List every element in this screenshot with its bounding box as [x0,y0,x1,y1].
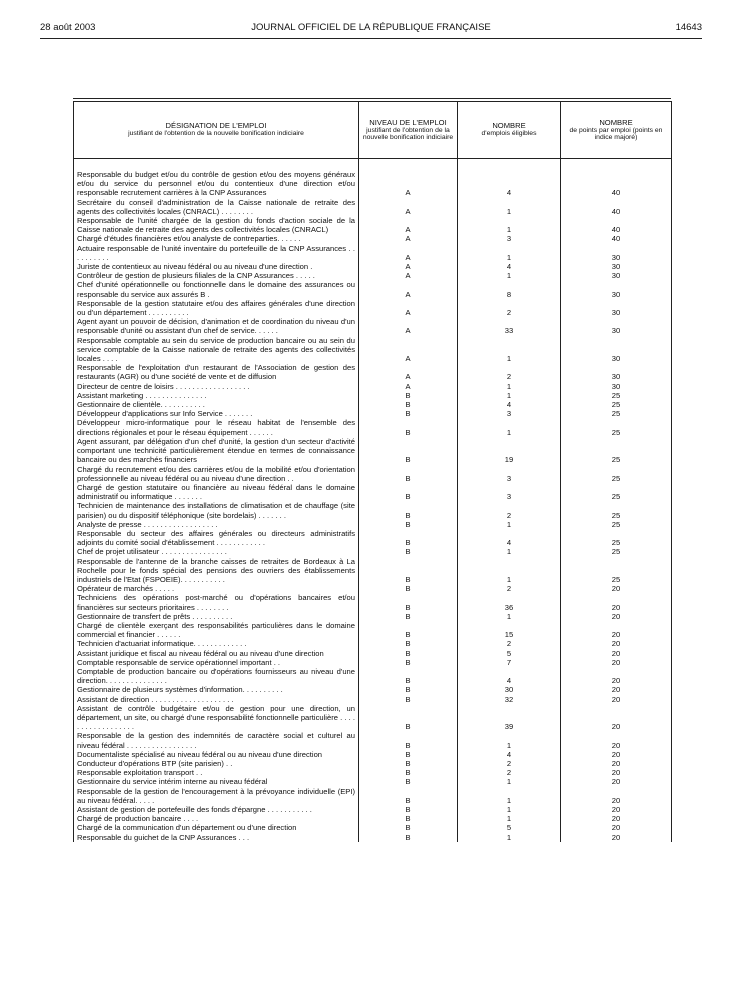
designation-cell: Responsable de l'unité chargée de la gestion du fonds d'action sociale de la Caisse nationale de retraite des agents des collectivités locales (CNRACL) [74,216,359,234]
table-row [74,483,672,501]
designation-cell: Gestionnaire de transfert de prêts . . . . . . . . . . [74,612,359,621]
col-designation-header [74,102,359,159]
level-cell: A [359,271,458,280]
col-niveau-header [359,102,458,159]
level-cell: B [359,501,458,519]
table-body [74,159,672,842]
table-row [74,658,672,667]
col-points-title: NOMBRE [599,117,633,127]
designation-cell: Technicien d'actuariat informatique. . . . . . . . . . . . . [74,639,359,648]
points-cell: 25 [561,557,672,585]
points-cell: 20 [561,833,672,842]
table-row [74,685,672,694]
designation-cell: Agent assurant, par délégation d'un chef d'unité, la gestion d'un secteur d'activité comportant une technicité particulièrement étendue en termes de connaissance bancaire ou des marchés financiers [74,437,359,465]
level-cell: B [359,685,458,694]
points-cell: 25 [561,465,672,483]
table-row [74,639,672,648]
table-row [74,382,672,391]
count-cell: 39 [458,704,561,732]
table-row [74,787,672,805]
designation-cell: Chargé de gestion statutaire ou financière au niveau fédéral dans le domaine administratif ou informatique . . . . . . . [74,483,359,501]
page-header [40,22,702,36]
count-cell: 36 [458,593,561,611]
level-cell: A [359,363,458,381]
level-cell: B [359,777,458,786]
count-cell: 2 [458,501,561,519]
designation-cell: Gestionnaire de plusieurs systèmes d'information. . . . . . . . . . [74,685,359,694]
level-cell: B [359,465,458,483]
level-cell: A [359,280,458,298]
points-cell: 30 [561,271,672,280]
count-cell: 4 [458,400,561,409]
points-cell: 20 [561,805,672,814]
designation-cell: Chargé du recrutement et/ou des carrières et/ou de la mobilité et/ou d'orientation professionnelle au niveau fédéral ou au niveau d'une direction . . [74,465,359,483]
level-cell: A [359,198,458,216]
level-cell: B [359,759,458,768]
table-row [74,317,672,335]
page-number: 14643 [675,22,702,33]
table-row [74,501,672,519]
col-nombre-subtitle: d'emplois éligibles [481,130,537,138]
count-cell: 3 [458,483,561,501]
designation-cell: Agent ayant un pouvoir de décision, d'animation et de coordination du niveau d'un responsable d'unité ou assistant d'un chef de service. . . . . . [74,317,359,335]
table-row [74,547,672,556]
table-row [74,557,672,585]
level-cell: B [359,418,458,436]
level-cell: B [359,658,458,667]
points-cell: 30 [561,244,672,262]
designation-cell: Comptable de production bancaire ou d'opérations fournisseurs au niveau d'une direction. . . . . . . . . . . . . . . [74,667,359,685]
table-row [74,170,672,198]
designation-cell: Chargé de production bancaire . . . . [74,814,359,823]
points-cell: 40 [561,234,672,243]
level-cell: B [359,400,458,409]
count-cell: 1 [458,336,561,364]
table-row [74,216,672,234]
points-cell: 20 [561,759,672,768]
designation-cell: Secrétaire du conseil d'administration de la Caisse nationale de retraite des agents des collectivités locales (CNRACL) . . . . . . . . [74,198,359,216]
designation-cell: Responsable de la gestion de l'encouragement à la prévoyance individuelle (EPI) au niveau fédéral. . . . . [74,787,359,805]
designation-cell: Responsable du budget et/ou du contrôle de gestion et/ou des moyens généraux et/ou du service du personnel et/ou du contentieux d'une direction et/ou responsable recrutement carrières à la CNP Assurances [74,170,359,198]
table-spacer-row [74,159,672,171]
table-row [74,695,672,704]
points-cell: 40 [561,216,672,234]
level-cell: A [359,382,458,391]
table-row [74,731,672,749]
designation-cell: Gestionnaire de clientèle. . . . . . . . . . . [74,400,359,409]
points-cell: 20 [561,704,672,732]
table-row [74,336,672,364]
level-cell: A [359,262,458,271]
points-cell: 30 [561,262,672,271]
designation-cell: Chef de projet utilisateur . . . . . . . . . . . . . . . . [74,547,359,556]
spacer-cell [74,159,359,171]
count-cell: 8 [458,280,561,298]
level-cell: B [359,547,458,556]
points-cell: 30 [561,336,672,364]
table-row [74,667,672,685]
count-cell: 1 [458,612,561,621]
col-niveau-title: NIVEAU DE L'EMPLOI [369,117,447,127]
level-cell: B [359,584,458,593]
designation-cell: Développeur d'applications sur Info Service . . . . . . . [74,409,359,418]
level-cell: A [359,244,458,262]
level-cell: B [359,787,458,805]
count-cell: 1 [458,787,561,805]
level-cell: B [359,731,458,749]
points-cell: 20 [561,695,672,704]
level-cell: B [359,529,458,547]
level-cell: B [359,695,458,704]
count-cell: 5 [458,823,561,832]
level-cell: B [359,823,458,832]
points-cell: 30 [561,280,672,298]
table-row [74,299,672,317]
table-row [74,612,672,621]
points-cell: 20 [561,777,672,786]
designation-cell: Responsable de l'antenne de la branche caisses de retraites de Bordeaux à La Rochelle pour le fonds spécial des pensions des ouvriers des établissements industriels de l'Etat (FSPOEIE). . . . . . . . . . . [74,557,359,585]
points-cell: 25 [561,501,672,519]
count-cell: 1 [458,805,561,814]
table-header-row [74,102,672,159]
count-cell: 1 [458,814,561,823]
spacer-cell [359,159,458,171]
points-cell: 30 [561,382,672,391]
col-nombre-title: NOMBRE [492,121,526,131]
count-cell: 4 [458,750,561,759]
points-cell: 20 [561,685,672,694]
designation-cell: Actuaire responsable de l'unité inventaire du portefeuille de la CNP Assurances . . . . . . . . . . [74,244,359,262]
table-row [74,409,672,418]
designation-cell: Chef d'unité opérationnelle ou fonctionnelle dans le domaine des assurances ou responsable du service aux assurés B . [74,280,359,298]
level-cell: B [359,557,458,585]
designation-cell: Directeur de centre de loisirs . . . . . . . . . . . . . . . . . . [74,382,359,391]
count-cell: 1 [458,731,561,749]
col-niveau-subtitle: justifiant de l'obtention de la nouvelle bonification indiciaire [362,126,454,141]
count-cell: 7 [458,658,561,667]
points-cell: 20 [561,731,672,749]
table-row [74,704,672,732]
table-row [74,363,672,381]
points-cell: 25 [561,483,672,501]
designation-cell: Responsable comptable au sein du service de production bancaire ou au sein du service comptable de la Caisse nationale de retraite des agents des collectivités locales . . . . [74,336,359,364]
header-rule [40,38,702,39]
points-cell: 20 [561,823,672,832]
table-row [74,759,672,768]
table-row [74,833,672,842]
count-cell: 30 [458,685,561,694]
count-cell: 1 [458,244,561,262]
count-cell: 32 [458,695,561,704]
level-cell: B [359,437,458,465]
designation-cell: Responsable de la gestion statutaire et/ou des affaires générales d'une direction ou d'un département . . . . . . . . . . [74,299,359,317]
points-cell: 25 [561,529,672,547]
designation-cell: Conducteur d'opérations BTP (site parisien) . . [74,759,359,768]
count-cell: 2 [458,299,561,317]
points-cell: 25 [561,391,672,400]
designation-cell: Responsable de la gestion des indemnités de caractère social et culturel au niveau fédéral . . . . . . . . . . . . . . . . . [74,731,359,749]
level-cell: B [359,621,458,639]
table-row [74,271,672,280]
designation-cell: Documentaliste spécialisé au niveau fédéral ou au niveau d'une direction [74,750,359,759]
level-cell: A [359,216,458,234]
col-points-header [561,102,672,159]
designation-cell: Développeur micro-informatique pour le réseau habitat de l'ensemble des directions régionales et pour le réseau équipement . . . . . . [74,418,359,436]
table-row [74,777,672,786]
designation-cell: Analyste de presse . . . . . . . . . . . . . . . . . . [74,520,359,529]
bonification-table [73,101,672,842]
table-row [74,437,672,465]
count-cell: 2 [458,363,561,381]
spacer-cell [458,159,561,171]
points-cell: 30 [561,317,672,335]
table-row [74,198,672,216]
points-cell: 20 [561,768,672,777]
designation-cell: Chargé d'études financières et/ou analyste de contreparties. . . . . . [74,234,359,243]
points-cell: 25 [561,547,672,556]
table-row [74,262,672,271]
level-cell: A [359,170,458,198]
points-cell: 20 [561,750,672,759]
level-cell: B [359,612,458,621]
designation-cell: Chargé de clientèle exerçant des responsabilités particulières dans le domaine commercial et financier . . . . . . [74,621,359,639]
table-row [74,529,672,547]
designation-cell: Assistant juridique et fiscal au niveau fédéral ou au niveau d'une direction [74,649,359,658]
table-row [74,400,672,409]
table-row [74,621,672,639]
table-row [74,584,672,593]
count-cell: 2 [458,639,561,648]
table-row [74,465,672,483]
level-cell: B [359,649,458,658]
level-cell: B [359,409,458,418]
designation-cell: Assistant de contrôle budgétaire et/ou de gestion pour une direction, un département, un site, ou chargé d'une responsabilité fonctionnelle particulière . . . . . . . . . . . . . . . . . . [74,704,359,732]
count-cell: 1 [458,382,561,391]
level-cell: B [359,667,458,685]
level-cell: B [359,833,458,842]
col-nombre-header [458,102,561,159]
level-cell: B [359,593,458,611]
col-points-subtitle: de points par emploi (points en indice majoré) [569,126,663,141]
points-cell: 20 [561,649,672,658]
count-cell: 1 [458,833,561,842]
designation-cell: Contrôleur de gestion de plusieurs filiales de la CNP Assurances . . . . . [74,271,359,280]
col-designation-title: DÉSIGNATION DE L'EMPLOI [165,121,267,131]
count-cell: 2 [458,759,561,768]
table-top-rule [73,98,671,99]
count-cell: 1 [458,520,561,529]
count-cell: 4 [458,170,561,198]
points-cell: 20 [561,612,672,621]
table-row [74,805,672,814]
level-cell: A [359,336,458,364]
table-row [74,391,672,400]
points-cell: 25 [561,400,672,409]
publication-date: 28 août 2003 [40,22,96,33]
designation-cell: Assistant de direction . . . . . . . . . . . . . . . . . . . . [74,695,359,704]
level-cell: B [359,639,458,648]
level-cell: B [359,704,458,732]
level-cell: A [359,299,458,317]
count-cell: 4 [458,262,561,271]
points-cell: 20 [561,584,672,593]
level-cell: B [359,391,458,400]
designation-cell: Technicien de maintenance des installations de climatisation et de chauffage (site parisien) ou du dispositif téléphonique (site bordelais) . . . . . . . [74,501,359,519]
count-cell: 1 [458,547,561,556]
designation-cell: Gestionnaire du service intérim interne au niveau fédéral [74,777,359,786]
journal-title: JOURNAL OFFICIEL DE LA RÉPUBLIQUE FRANÇAISE [251,22,491,33]
spacer-cell [561,159,672,171]
points-cell: 30 [561,363,672,381]
table-row [74,280,672,298]
designation-cell: Chargé de la communication d'un département ou d'une direction [74,823,359,832]
points-cell: 40 [561,198,672,216]
designation-cell: Comptable responsable de service opérationnel important . . [74,658,359,667]
count-cell: 1 [458,198,561,216]
table-row [74,823,672,832]
table-row [74,768,672,777]
points-cell: 30 [561,299,672,317]
table-row [74,649,672,658]
table-row [74,418,672,436]
designation-cell: Techniciens des opérations post-marché ou d'opérations bancaires et/ou financières sur secteurs prioritaires . . . . . . . . [74,593,359,611]
points-cell: 20 [561,658,672,667]
points-cell: 20 [561,639,672,648]
designation-cell: Responsable du secteur des affaires générales ou directeurs administratifs adjoints du comité social d'établissement . . . . . . . . . . . . [74,529,359,547]
table-row [74,593,672,611]
points-cell: 20 [561,621,672,639]
table-row [74,814,672,823]
level-cell: B [359,805,458,814]
points-cell: 25 [561,520,672,529]
count-cell: 33 [458,317,561,335]
count-cell: 1 [458,418,561,436]
count-cell: 3 [458,409,561,418]
designation-cell: Assistant marketing . . . . . . . . . . . . . . . [74,391,359,400]
count-cell: 1 [458,271,561,280]
points-cell: 25 [561,437,672,465]
level-cell: B [359,768,458,777]
count-cell: 19 [458,437,561,465]
designation-cell: Responsable de l'exploitation d'un restaurant de l'Association de gestion des restaurants (AGR) ou d'une société de vente et de diffusion [74,363,359,381]
col-designation-subtitle: justifiant de l'obtention de la nouvelle bonification indiciaire [128,130,304,138]
count-cell: 1 [458,216,561,234]
level-cell: B [359,814,458,823]
points-cell: 20 [561,814,672,823]
level-cell: B [359,520,458,529]
count-cell: 1 [458,391,561,400]
count-cell: 5 [458,649,561,658]
points-cell: 25 [561,418,672,436]
table-row [74,234,672,243]
table-row [74,750,672,759]
count-cell: 2 [458,584,561,593]
points-cell: 40 [561,170,672,198]
points-cell: 25 [561,409,672,418]
designation-cell: Opérateur de marchés . . . . . [74,584,359,593]
points-cell: 20 [561,593,672,611]
points-cell: 20 [561,667,672,685]
designation-cell: Responsable du guichet de la CNP Assurances . . . [74,833,359,842]
count-cell: 4 [458,529,561,547]
count-cell: 15 [458,621,561,639]
level-cell: B [359,483,458,501]
points-cell: 20 [561,787,672,805]
level-cell: B [359,750,458,759]
table-row [74,244,672,262]
designation-cell: Assistant de gestion de portefeuille des fonds d'épargne . . . . . . . . . . . [74,805,359,814]
level-cell: A [359,317,458,335]
count-cell: 1 [458,777,561,786]
count-cell: 3 [458,234,561,243]
count-cell: 3 [458,465,561,483]
count-cell: 2 [458,768,561,777]
count-cell: 1 [458,557,561,585]
designation-cell: Juriste de contentieux au niveau fédéral ou au niveau d'une direction . [74,262,359,271]
count-cell: 4 [458,667,561,685]
level-cell: A [359,234,458,243]
designation-cell: Responsable exploitation transport . . [74,768,359,777]
table-row [74,520,672,529]
